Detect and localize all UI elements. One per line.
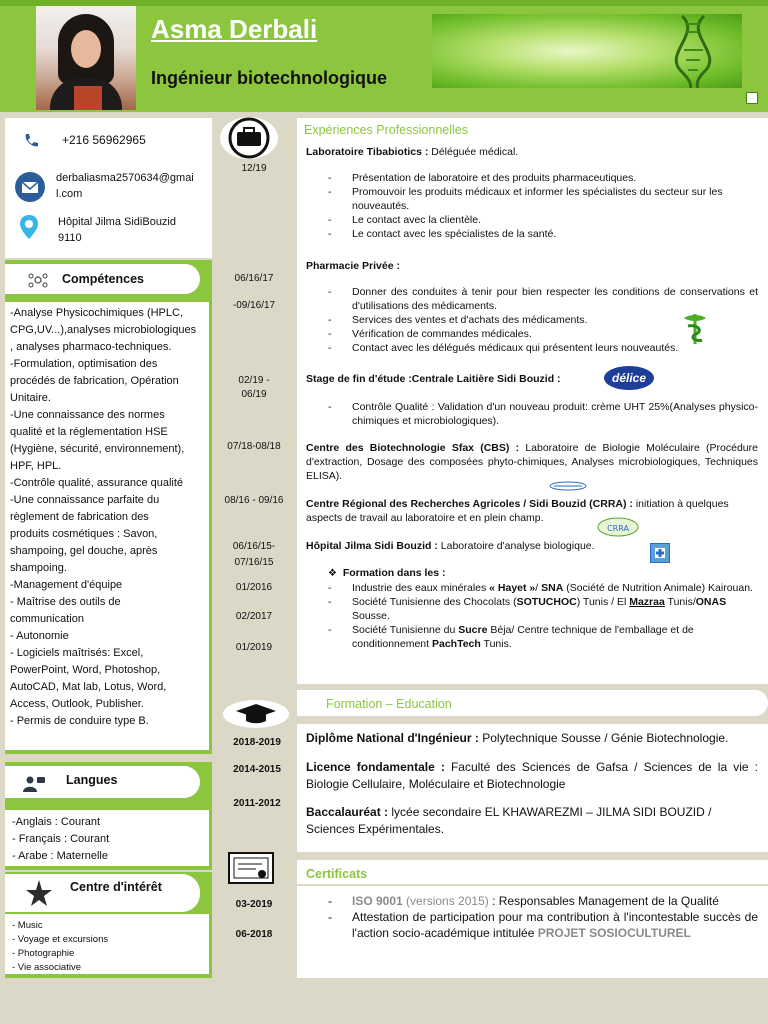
competence-line: qualité et la réglementation HSE (10, 426, 168, 438)
education-item-2: Licence fondamentale : Faculté des Sciences de Gafsa / Sciences de la vie : Biologie Cellulaire, Moléculaire et Biotechnologie (306, 760, 758, 791)
language-item: -Anglais : Courant (12, 816, 101, 828)
competence-line: -Une connaissance des normes (10, 409, 165, 421)
experience-date: -09/16/17 (232, 300, 276, 311)
competence-line: règlement de fabrication des (10, 511, 149, 523)
corner-marker (746, 92, 758, 104)
competence-line: CPG,UV...),analyses microbiologiques (10, 324, 197, 336)
hospital-logo-icon (650, 543, 670, 563)
competence-line: communication (10, 613, 84, 625)
job-hopital: Hôpital Jilma Sidi Bouzid : Laboratoire d'analyse biologique. (306, 540, 595, 552)
education-title: Formation – Education (326, 697, 452, 711)
pharmacy-logo-icon (676, 310, 714, 351)
competence-line: produits cosmétiques : Savon, (10, 528, 158, 540)
certificats-list: - ISO 9001 (versions 2015) : Responsables Management de la Qualité - Attestation de participation pour ma contribution à l'incontestable succès de l'action socio-académique intitulée PROJET SOSIOCULTUREL (306, 893, 758, 941)
competence-line: (Hygiène, sécurité, environnement), (10, 443, 185, 455)
experience-date: 06/16/15- (232, 541, 276, 552)
interets-title: Centre d'intérêt (70, 880, 162, 894)
competence-line: , analyses pharmaco-techniques. (10, 341, 172, 353)
formation-stages: ❖ Formation dans les : - Industrie des eaux minérales « Hayet »/ SNA (Société de Nutrition Animale) Kairouan. - Société Tunisienne des Chocolats (SOTUCHOC) Tunis / El Mazraa Tunis/ONAS Sousse. - Société Tunisienne du Sucre Béja/ Centre technique de l'emballage et de conditionnement PachTech Tunis. (306, 566, 758, 651)
experience-date: 01/2019 (235, 642, 273, 653)
graduation-cap-icon (222, 699, 290, 734)
dna-helix-icon (432, 14, 742, 88)
phone-number: +216 56962965 (62, 133, 146, 147)
competence-line: - Autonomie (10, 630, 69, 642)
competence-line: HPF, HPL. (10, 460, 62, 472)
competences-title: Compétences (62, 272, 144, 286)
certificat-date: 06-2018 (235, 929, 273, 940)
job-centrale-laitiere: Stage de fin d'étude :Centrale Laitière Sidi Bouzid : - Contrôle Qualité : Validation d'un nouveau produit: crème UHT 25%(Analyses physico-chimiques et microbiologiques). (306, 372, 758, 428)
competence-line: -Management d'équipe (10, 579, 123, 591)
langues-list (12, 814, 109, 865)
job-task: - Contact avec les délégués médicaux qui présentent leurs nouveautés. (306, 341, 758, 355)
competence-line: AutoCAD, Mat lab, Lotus, Word, (10, 681, 167, 693)
svg-text:CRRA: CRRA (607, 524, 629, 533)
experience-date: 02/2017 (235, 611, 273, 622)
competence-line: -Une connaissance parfaite du (10, 494, 160, 506)
star-icon (24, 878, 54, 913)
job-task: - Services des ventes et d'achats des médicaments. (306, 313, 758, 327)
experience-date: 06/16/17 (234, 273, 274, 284)
experience-date: 06/19 (241, 389, 267, 400)
dna-banner-image (432, 14, 742, 88)
interest-item: - Music (12, 920, 43, 931)
language-item: - Français : Courant (12, 833, 110, 845)
network-icon (28, 272, 48, 293)
experience-date: 12/19 (241, 163, 267, 174)
languages-icon (22, 775, 46, 798)
cbs-logo-icon (548, 478, 588, 488)
address: Hôpital Jilma SidiBouzid 9110 (58, 216, 176, 244)
certificat-date: 03-2019 (235, 899, 273, 910)
interest-item: - Voyage et excursions (12, 934, 109, 945)
experiences-title: Expériences Professionnelles (304, 123, 468, 137)
diamond-bullet-icon: ❖ (328, 568, 337, 579)
job-task: - Promouvoir les produits médicaux et informer les spécialistes du secteur sur les nouveautés. (306, 185, 758, 213)
candidate-name: Asma Derbali (151, 14, 318, 44)
job-task: - Le contact avec les spécialistes de la santé. (306, 227, 758, 241)
experience-date: 01/2016 (235, 582, 273, 593)
certificate-icon (226, 850, 276, 891)
profile-photo (36, 6, 136, 110)
candidate-title: Ingénieur biotechnologique (151, 68, 387, 88)
experience-date: 02/19 - (238, 375, 270, 386)
job-crra: Centre Régional des Recherches Agricoles / Sidi Bouzid (CRRA) : initiation à quelques aspects de travail au laboratoire et en plein champ. (306, 498, 729, 524)
location-pin-icon (18, 214, 40, 245)
language-item: - Arabe : Maternelle (12, 850, 108, 862)
competence-line: procédés de fabrication, Opération (10, 375, 179, 387)
education-item-3: Baccalauréat : lycée secondaire EL KHAWAREZMI – JILMA SIDI BOUZID / Sciences Expérimentales. (306, 805, 712, 836)
experience-date: 07/16/15 (234, 557, 274, 568)
job-cbs: Centre des Biotechnologie Sfax (CBS) : Laboratoire de Biologie Moléculaire (Procédure d'extraction, Dosage des composées phyto-chimiques, Analyses microbiologiques, Techniques ELISA). (306, 442, 758, 482)
competence-line: Unitaire. (10, 392, 51, 404)
education-date: 2014-2015 (233, 764, 281, 775)
langues-title: Langues (66, 773, 118, 787)
job-pharmacie: Pharmacie Privée : - Donner des conduites à tenir pour bien respecter les conditions de conservations et d'utilisations des médicaments. - Services des ventes et d'achats des médicaments. - Vérification de commandes médicales. - Contact avec les délégués médicaux qui présentent leurs nouveautés. (306, 259, 758, 355)
phone-icon (22, 132, 40, 155)
competence-line: -Contrôle qualité, assurance qualité (10, 477, 184, 489)
job-task: - Le contact avec la clientèle. (306, 213, 758, 227)
delice-logo: délice (604, 366, 654, 390)
competence-line: - Logiciels maîtrisés: Excel, (10, 647, 144, 659)
competence-line: -Formulation, optimisation des (10, 358, 158, 370)
certificats-divider (297, 884, 768, 886)
email-icon (15, 172, 45, 202)
competence-line: -Analyse Physicochimiques (HPLC, (10, 307, 184, 319)
education-item-1: Diplôme National d'Ingénieur : Polytechnique Sousse / Génie Biotechnologie. (306, 731, 729, 745)
job-tibabiotics: Laboratoire Tibabiotics : Déléguée médical. - Présentation de laboratoire et des produits pharmaceutiques. - Promouvoir les produits médicaux et informer les spécialistes du secteur sur les nouveautés. - Le contact avec la clientèle. - Le contact avec les spécialistes de la santé. (306, 145, 758, 241)
competence-line: Access, Outlook, Publisher. (10, 698, 144, 710)
experience-date: 07/18-08/18 (227, 441, 281, 452)
competences-list (10, 305, 210, 730)
experience-date: 08/16 - 09/16 (224, 495, 284, 506)
job-task: - Donner des conduites à tenir pour bien respecter les conditions de conservations et d'utilisations des médicaments. (306, 285, 758, 313)
job-task: - Présentation de laboratoire et des produits pharmaceutiques. (306, 171, 758, 185)
briefcase-icon (222, 116, 276, 165)
job-task: - Contrôle Qualité : Validation d'un nouveau produit: crème UHT 25%(Analyses physico-chimiques et microbiologiques). (306, 400, 758, 428)
interets-list (12, 919, 108, 975)
interest-item: - Vie associative (12, 962, 81, 973)
interest-item: - Photographie (12, 948, 75, 959)
competence-line: - Permis de conduire type B. (10, 715, 149, 727)
competence-line: PowerPoint, Word, Photoshop, (10, 664, 161, 676)
certificats-title: Certificats (306, 867, 368, 881)
education-date: 2011-2012 (233, 798, 281, 809)
competence-line: - Maîtrise des outils de (10, 596, 121, 608)
competence-line: shampoing. (10, 562, 67, 574)
job-task: - Vérification de commandes médicales. (306, 327, 758, 341)
competence-line: shampoing, gel douche, après (10, 545, 158, 557)
email-address: derbaliasma2570634@gmai l.com (56, 172, 194, 200)
education-date: 2018-2019 (233, 737, 281, 748)
